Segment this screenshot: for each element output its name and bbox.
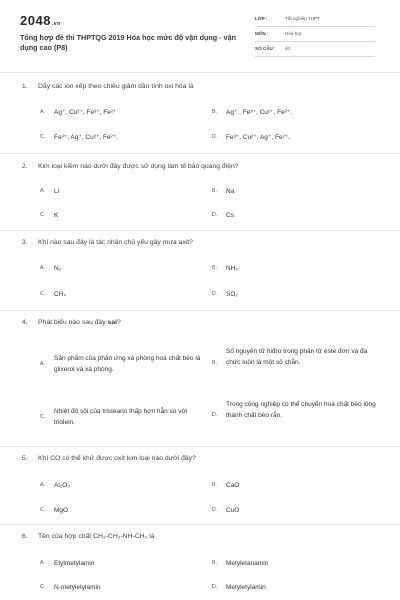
question-text: Khí nào sau đây là tác nhân chủ yếu gây mưa axit? bbox=[38, 239, 193, 246]
question-number: 1. bbox=[22, 83, 28, 90]
option-text: Fe³⁺, Cu²⁺, Ag⁺, Fe²⁺. bbox=[226, 134, 290, 141]
option-text: Nhiệt độ sôi của tristearin thấp hơn hẳn so với triolein. bbox=[54, 408, 188, 426]
divider bbox=[0, 446, 400, 447]
divider bbox=[0, 153, 400, 154]
option-text: MgO bbox=[54, 507, 69, 514]
question-text: Kim loại kiềm nào dưới đây được sử dụng làm tế bào quang điện? bbox=[38, 163, 239, 170]
option-text: Ag⁺, Cu²⁺, Fe³⁺, Fe²⁺ bbox=[54, 109, 117, 116]
option-text: Li bbox=[54, 188, 60, 195]
divider bbox=[0, 310, 400, 311]
option-text: CH₄ bbox=[54, 291, 67, 298]
question-text: Phát biểu nào sau đây sai? bbox=[38, 319, 121, 326]
option-text: Số nguyên tử hiđro trong phân tử este đơn và đa chức luôn là một số chẵn. bbox=[226, 348, 368, 366]
logo-text: 2048 bbox=[20, 13, 51, 28]
question-number: 2. bbox=[22, 163, 28, 170]
meta-info bbox=[255, 13, 375, 58]
question-text: Tên của hợp chất CH₃-CH₂-NH-CH₃ là bbox=[38, 533, 155, 540]
divider bbox=[0, 524, 400, 525]
option-text: Cs bbox=[226, 212, 234, 219]
meta-row-count bbox=[255, 43, 375, 57]
option-text: NH₃ bbox=[226, 265, 239, 272]
logo-suffix: .vn bbox=[51, 21, 61, 27]
document-title: Tổng hợp đề thi THPTQG 2019 Hóa học mức độ vận dụng - vận dụng cao (P8) bbox=[20, 33, 236, 52]
meta-label: MÔN : bbox=[255, 31, 269, 36]
option-text: Etylmetylamin bbox=[54, 560, 95, 567]
option-text: Fe³⁺, Ag⁺, Cu²⁺, Fe²⁺. bbox=[54, 134, 118, 141]
option-text: Metyletylamin bbox=[226, 584, 266, 591]
option-text: N₂ bbox=[54, 265, 62, 272]
option-text: Al₂O₃ bbox=[54, 482, 71, 489]
document-header bbox=[0, 0, 400, 72]
divider bbox=[0, 230, 400, 231]
option-text: Na bbox=[226, 188, 235, 195]
question-text: Dãy các ion xếp theo chiều giảm dần tính oxi hóa là bbox=[38, 83, 194, 90]
question-number: 3. bbox=[22, 239, 28, 246]
meta-label: SỐ CÂU : bbox=[255, 46, 276, 51]
meta-row-class bbox=[255, 13, 375, 27]
option-text: SO₂ bbox=[226, 291, 238, 298]
option-text: N-metyletylamin bbox=[54, 584, 101, 591]
option-text: K bbox=[54, 212, 59, 219]
site-logo[interactable] bbox=[20, 13, 61, 28]
option-text: Sản phẩm của phản ứng xà phòng hoá chất béo là glixerol và xà phòng. bbox=[54, 355, 201, 373]
option-text: CuO bbox=[226, 507, 240, 514]
divider bbox=[0, 72, 400, 73]
question-number: 6. bbox=[22, 533, 28, 540]
option-text: Trong công nghiệp có thể chuyển hoá chất béo lỏng thành chất béo rắn. bbox=[226, 401, 376, 419]
question-text: Khí CO có thể khử được oxit kim loại nào dưới đây? bbox=[38, 455, 196, 462]
option-text: Ag⁺ , Fe³⁺, Cu²⁺, Fe²⁺. bbox=[226, 109, 293, 116]
meta-value: Hóa học bbox=[285, 31, 303, 36]
question-number: 5. bbox=[22, 455, 28, 462]
meta-value: 40 bbox=[285, 46, 291, 51]
question-number: 4. bbox=[22, 319, 28, 326]
option-text: CaO bbox=[226, 482, 240, 489]
meta-value: Tốt nghiệp THPT bbox=[285, 16, 320, 21]
option-text: Metyletanamin bbox=[226, 560, 269, 567]
meta-row-subject bbox=[255, 28, 375, 42]
meta-label: LỚP : bbox=[255, 16, 268, 21]
